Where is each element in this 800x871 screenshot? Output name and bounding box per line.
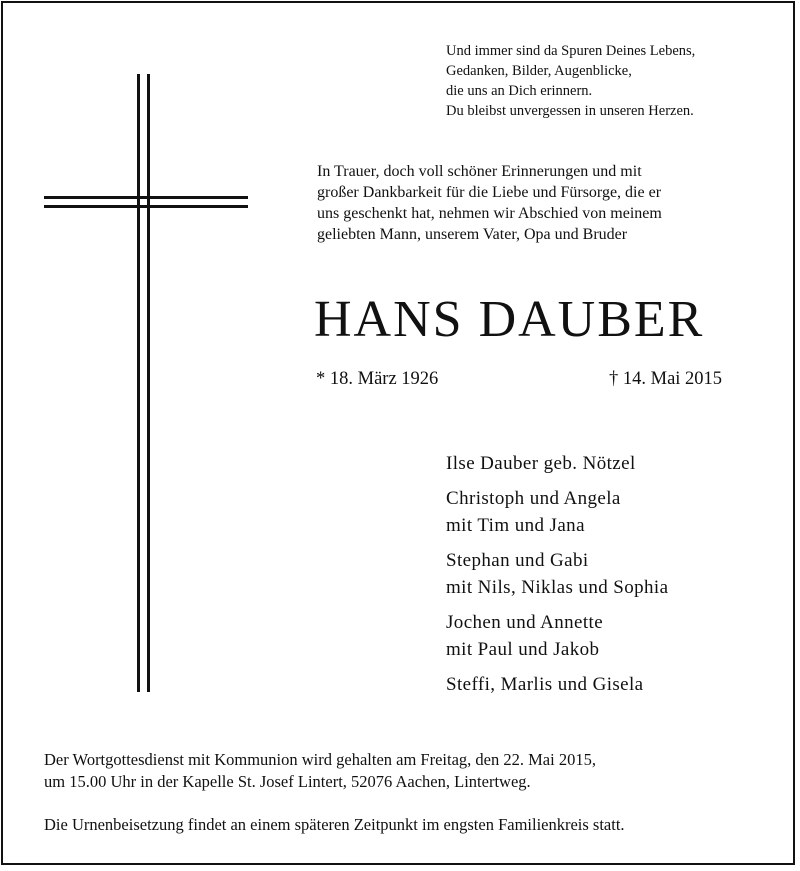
survivor-line: mit Nils, Niklas und Sophia [446, 577, 669, 598]
memorial-poem [446, 41, 695, 121]
survivor-entry [446, 485, 668, 539]
survivors-list [446, 450, 668, 706]
death-date: † 14. Mai 2015 [609, 369, 723, 389]
deceased-name: HANS DAUBER [314, 291, 705, 348]
service-line: Der Wortgottesdienst mit Kommunion wird gehalten am Freitag, den 22. Mai 2015, [44, 750, 596, 769]
survivor-line: Christoph und Angela [446, 488, 621, 509]
intro-line: geliebten Mann, unserem Vater, Opa und Bruder [317, 226, 628, 243]
birth-date: * 18. März 1926 [316, 369, 439, 389]
survivor-entry [446, 671, 668, 698]
survivor-line: mit Paul und Jakob [446, 639, 600, 660]
survivor-line: Stephan und Gabi [446, 550, 589, 571]
service-info [44, 749, 596, 793]
survivor-line: mit Tim und Jana [446, 515, 585, 536]
survivor-line: Ilse Dauber geb. Nötzel [446, 453, 636, 474]
intro-line: großer Dankbarkeit für die Liebe und Fürsorge, die er [317, 184, 662, 201]
burial-info: Die Urnenbeisetzung findet an einem späteren Zeitpunkt im engsten Familienkreis statt. [44, 815, 625, 834]
survivor-entry [446, 547, 668, 601]
poem-line: Und immer sind da Spuren Deines Lebens, [446, 43, 696, 59]
survivor-line: Jochen und Annette [446, 612, 604, 633]
cross-icon [44, 74, 248, 692]
service-line: um 15.00 Uhr in der Kapelle St. Josef Lintert, 52076 Aachen, Lintertweg. [44, 772, 531, 791]
poem-line: Gedanken, Bilder, Augenblicke, [446, 63, 632, 79]
intro-text [317, 161, 662, 245]
survivor-line: Steffi, Marlis und Gisela [446, 674, 644, 695]
poem-line: die uns an Dich erinnern. [446, 83, 593, 99]
intro-line: In Trauer, doch voll schöner Erinnerungen und mit [317, 163, 642, 180]
intro-line: uns geschenkt hat, nehmen wir Abschied von meinem [317, 205, 662, 222]
survivor-entry [446, 609, 668, 663]
survivor-entry [446, 450, 668, 477]
poem-line: Du bleibst unvergessen in unseren Herzen. [446, 103, 694, 119]
